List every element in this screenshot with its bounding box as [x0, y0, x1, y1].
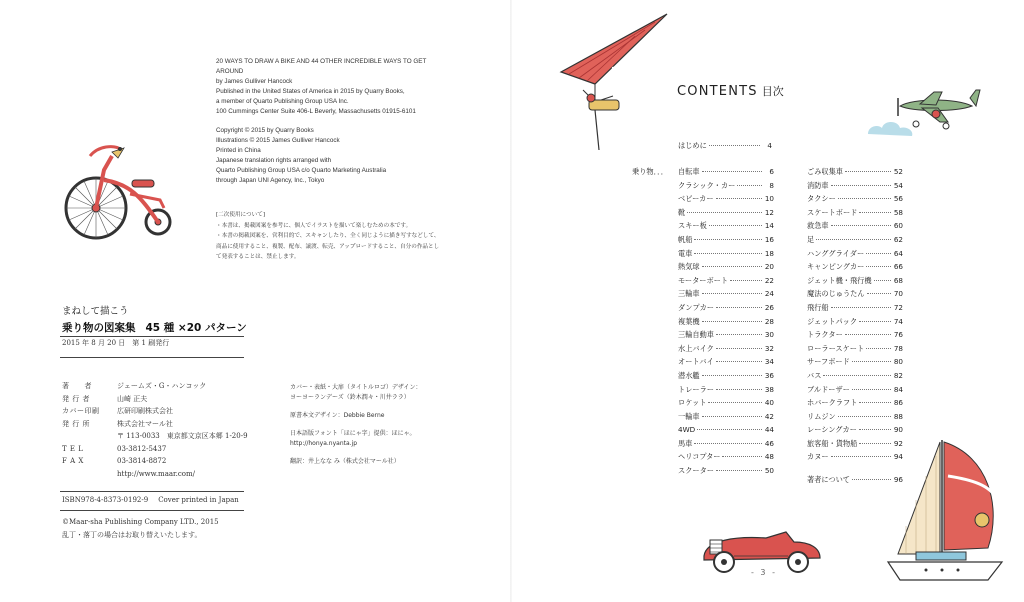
toc-leader [687, 212, 762, 213]
toc-leader [702, 171, 762, 172]
toc-entry[interactable] [678, 303, 774, 317]
toc-label: モーターボート [678, 275, 729, 285]
copyright-credits [216, 57, 461, 186]
toc-entry[interactable] [678, 344, 774, 358]
toc-leader [702, 416, 762, 417]
toc-entry[interactable] [807, 398, 903, 412]
toc-label: 4WD [678, 425, 696, 435]
page-number: - 3 - [751, 568, 777, 577]
toc-label: 三輪自動車 [678, 330, 714, 340]
credits-line: Published in the United States of America in 2015 by Quarry Books, [216, 88, 405, 95]
toc-label: 馬車 [678, 438, 693, 448]
credits-line: Japanese translation rights arranged with [216, 157, 332, 164]
toc-page: 38 [764, 384, 774, 394]
colophon-row [62, 468, 262, 481]
toc-leader [831, 307, 891, 308]
credits-line: AROUND [216, 68, 244, 75]
colophon-key [62, 468, 117, 481]
credits-line: through Japan UNI Agency, Inc., Tokyo [216, 177, 325, 184]
toc-prefix: 乗り物．．． [632, 167, 668, 176]
toc-page: 22 [764, 275, 774, 285]
isbn-line [62, 496, 239, 504]
toc-page: 44 [764, 425, 774, 435]
credits-line: by James Gulliver Hancock [216, 78, 293, 85]
race-car-illustration [696, 520, 826, 575]
colophon-value: 03-3814-8872 [117, 457, 167, 465]
credits-line: Printed in China [216, 147, 261, 154]
sailboat-illustration [878, 436, 1008, 586]
colophon-key: 著 者 [62, 382, 92, 390]
toc-leader [831, 225, 891, 226]
toc-label: タクシー [807, 194, 836, 204]
contents-title [677, 83, 784, 99]
toc-label: 靴 [678, 207, 686, 217]
toc-entry[interactable] [678, 385, 774, 399]
toc-page: 58 [893, 207, 903, 217]
toc-label: 自転車 [678, 167, 700, 176]
toc-page: 24 [764, 289, 774, 299]
toc-label: 三輪車 [678, 289, 700, 299]
toc-label: ジェット機・飛行機 [807, 275, 872, 285]
toc-label: 旅客船・貨物船 [807, 438, 858, 448]
toc-label: スクーター [678, 466, 714, 476]
toc-page: 92 [893, 438, 903, 448]
toc-page: 6 [769, 167, 774, 176]
credits-line: 20 WAYS TO DRAW A BIKE AND 44 OTHER INCREDIBLE WAYS TO GET [216, 58, 427, 65]
toc-page: 12 [764, 207, 774, 217]
toc-label: 救急車 [807, 221, 829, 231]
isbn-rule-top [60, 491, 244, 492]
toc-page: 86 [893, 398, 903, 408]
colophon-key: F A X [62, 457, 84, 465]
contents-title-jp: 目次 [761, 85, 784, 98]
toc-label: レーシングカー [807, 425, 857, 435]
colophon-row [62, 455, 262, 468]
tricycle-illustration [60, 136, 190, 246]
toc-entry[interactable] [807, 289, 903, 303]
note-line: て発表することは、禁止します。 [216, 254, 300, 260]
toc-leader [866, 266, 891, 267]
colophon-value: 株式会社マール社 [117, 419, 173, 428]
toc-page: 52 [893, 167, 903, 176]
toc-leader [702, 293, 762, 294]
toc-page: 10 [764, 194, 774, 204]
note-line: [二次使用について] [216, 212, 266, 218]
toc-leader [823, 375, 891, 376]
toc-page: 16 [764, 234, 774, 244]
toc-entry[interactable] [807, 371, 903, 385]
toc-page: 96 [893, 475, 903, 484]
staff-line: 翻訳：井上なな み（株式会社マール社） [290, 458, 400, 465]
toc-leader [866, 348, 891, 349]
staff-line: ヨーヨーランデーズ（鈴木潤々・川井ララ） [290, 394, 410, 401]
toc-entry[interactable] [807, 412, 903, 426]
toc-label: オートバイ [678, 357, 714, 367]
date-rule [60, 357, 244, 358]
toc-label: トレーラー [678, 384, 714, 394]
colophon-key [62, 430, 117, 443]
toc-leader [716, 361, 762, 362]
colophon-key: 発 行 者 [62, 394, 90, 403]
toc-leader [816, 239, 891, 240]
toc-leader [709, 145, 760, 146]
toc-leader [716, 470, 762, 471]
toc-entry[interactable] [678, 330, 774, 344]
toc-page: 74 [893, 316, 903, 326]
toc-label: スケートボード [807, 207, 858, 217]
toc-page: 90 [893, 425, 903, 435]
book-title-main: 乗り物の図案集 [62, 322, 136, 334]
toc-leader [716, 348, 762, 349]
toc-entry-intro[interactable] [678, 141, 772, 155]
toc-entry[interactable] [678, 181, 774, 195]
toc-leader [702, 375, 762, 376]
toc-label: サーフボード [807, 357, 850, 367]
colophon-value: 03-3812-5437 [117, 444, 167, 453]
toc-leader [709, 225, 762, 226]
colophon-row [62, 393, 262, 406]
staff-credits [290, 383, 500, 467]
toc-page: 62 [893, 234, 903, 244]
toc-entry[interactable] [807, 385, 903, 399]
toc-page: 36 [764, 370, 774, 380]
toc-entry[interactable] [807, 357, 903, 371]
toc-entry[interactable] [678, 249, 774, 263]
toc-leader [845, 334, 891, 335]
toc-label: ホバークラフト [807, 398, 858, 408]
book-title-line1: まねして描こう [62, 306, 129, 317]
toc-leader [845, 171, 891, 172]
toc-page: 60 [893, 221, 903, 231]
toc-label: 飛行船 [807, 302, 829, 312]
toc-entry[interactable] [807, 262, 903, 276]
toc-leader [702, 321, 762, 322]
colophon-key: カバー印刷 [62, 407, 100, 415]
toc-leader [697, 429, 762, 430]
toc-page: 56 [893, 194, 903, 204]
toc-label: 潜水艦 [678, 370, 700, 380]
colophon-row [62, 418, 262, 431]
toc-page: 32 [764, 343, 774, 353]
toc-leader [866, 253, 891, 254]
toc-leader [859, 212, 891, 213]
printed-in: Cover printed in Japan [158, 496, 239, 504]
credits-line: Quarto Publishing Group USA c/o Quarto Marketing Australia [216, 167, 387, 174]
toc-page: 72 [893, 302, 903, 312]
toc-page: 46 [764, 438, 774, 448]
publisher-copyright [62, 516, 219, 542]
toc-label: リムジン [807, 411, 836, 421]
toc-label: 魔法のじゅうたん [807, 289, 865, 299]
toc-entry[interactable] [807, 235, 903, 249]
toc-label: ジェットパック [807, 316, 858, 326]
toc-page: 54 [893, 180, 903, 190]
toc-page: 66 [893, 262, 903, 272]
colophon-value: ジェームズ・G・ハンコック [117, 382, 207, 390]
staff-line: http://honya.nyanta.jp [290, 440, 358, 447]
toc-entry[interactable] [678, 412, 774, 426]
toc-label: 一輪車 [678, 411, 700, 421]
colophon-row [62, 405, 262, 418]
toc-entry[interactable] [678, 194, 774, 208]
toc-page: 84 [893, 384, 903, 394]
secondary-use-notes [216, 210, 466, 263]
toc-entry[interactable] [678, 317, 774, 331]
toc-page: 42 [764, 411, 774, 421]
toc-page: 82 [893, 370, 903, 380]
toc-entry[interactable] [678, 289, 774, 303]
colophon-key: T E L [62, 444, 84, 453]
toc-label: カヌー [807, 452, 829, 462]
book-title-line2 [62, 320, 257, 336]
toc-page: 48 [764, 452, 774, 462]
note-line: ・本書の掲載図案を、営利目的で、スキャンしたり、全く同じように描き写すなどして、 [216, 233, 440, 239]
toc-leader [694, 253, 762, 254]
toc-entry[interactable] [678, 371, 774, 385]
toc-page: 70 [893, 289, 903, 299]
toc-page: 4 [767, 141, 772, 150]
toc-leader [716, 389, 762, 390]
toc-label: クラシック・カー [678, 180, 736, 190]
toc-entry[interactable] [807, 194, 903, 208]
toc-entry[interactable] [678, 398, 774, 412]
colophon-row [62, 443, 262, 456]
toc-entry[interactable] [807, 208, 903, 222]
colophon-value: http://www.maar.com/ [117, 469, 195, 478]
toc-leader [702, 266, 762, 267]
toc-entry[interactable] [678, 439, 774, 453]
toc-entry[interactable] [807, 344, 903, 358]
toc-entry[interactable] [807, 276, 903, 290]
toc-leader [716, 334, 762, 335]
toc-entry[interactable] [678, 276, 774, 290]
toc-label: ヘリコプター [678, 452, 721, 462]
toc-label: ローラースケート [807, 343, 865, 353]
toc-label: 熱気球 [678, 262, 700, 272]
toc-label: 水上バイク [678, 343, 714, 353]
staff-line: 日本語版フォント「ほにゃ字」提供：ほにゃ。 [290, 430, 416, 437]
toc-label: はじめに [678, 141, 707, 150]
colophon-value: 〒 113-0033 東京都文京区本郷 1-20-9 [117, 432, 248, 440]
staff-line: 原書本文デザイン：Debbie Berne [290, 412, 385, 419]
note-line: ・本書は、掲載図案を参考に、個人でイラストを描いて楽しむための本です。 [216, 222, 412, 229]
toc-entry[interactable] [807, 249, 903, 263]
colophon-key: 発 行 所 [62, 419, 90, 428]
toc-leader [874, 280, 891, 281]
toc-entry[interactable] [807, 303, 903, 317]
toc-page: 88 [893, 411, 903, 421]
book-title [62, 304, 257, 336]
toc-leader [838, 198, 891, 199]
toc-label: ベビーカー [678, 194, 714, 204]
toc-leader [708, 402, 762, 403]
toc-entry[interactable] [807, 167, 903, 181]
toc-label: 電車 [678, 248, 693, 258]
toc-label: 複葉機 [678, 316, 700, 326]
toc-label: トラクター [807, 330, 843, 340]
toc-column-1 [678, 167, 774, 480]
toc-page: 26 [764, 302, 774, 312]
credits-line: 100 Cummings Center Suite 406-L Beverly, Massachusetts 01915-6101 [216, 108, 416, 115]
toc-entry[interactable] [678, 262, 774, 276]
credits-line: Illustrations © 2015 James Gulliver Hancock [216, 137, 340, 144]
toc-page: 8 [769, 180, 774, 190]
toc-entry[interactable] [678, 357, 774, 371]
toc-entry[interactable] [807, 330, 903, 344]
toc-page: 80 [893, 357, 903, 367]
toc-page: 34 [764, 357, 774, 367]
toc-label: スキー板 [678, 221, 707, 231]
toc-page: 40 [764, 398, 774, 408]
toc-page: 64 [893, 248, 903, 258]
toc-leader [716, 307, 762, 308]
colophon-value: 広研印刷株式会社 [117, 407, 173, 415]
toc-leader [859, 321, 891, 322]
credits-line: Copyright © 2015 by Quarry Books [216, 127, 314, 134]
book-title-sub: 45 種 ×20 パターン [145, 322, 247, 334]
toc-entry[interactable] [678, 425, 774, 439]
toc-label: ダンプカー [678, 302, 714, 312]
toc-page: 18 [764, 248, 774, 258]
toc-leader [852, 361, 891, 362]
toc-page: 20 [764, 262, 774, 272]
note-line: 商品に使用すること、複製、配布、譲渡、転売、アップロードすること、自分の作品とし [216, 243, 440, 250]
isbn-rule-bottom [60, 510, 244, 511]
toc-entry[interactable] [678, 235, 774, 249]
toc-leader [694, 239, 762, 240]
toc-label: ごみ収集車 [807, 167, 843, 176]
toc-entry[interactable] [807, 181, 903, 195]
contents-title-en: CONTENTS [677, 84, 758, 99]
title-rule [60, 336, 244, 337]
staff-line: カバー・表紙・大扉（タイトルロゴ）デザイン： [290, 384, 422, 391]
toc-label: ハンググライダー [807, 248, 865, 258]
toc-page: 76 [893, 330, 903, 340]
toc-label: 帆船 [678, 234, 693, 244]
colophon [62, 380, 262, 480]
toc-entry[interactable] [807, 221, 903, 235]
toc-leader [852, 389, 891, 390]
toc-entry[interactable] [678, 208, 774, 222]
toc-label: 消防車 [807, 180, 829, 190]
toc-page: 14 [764, 221, 774, 231]
toc-page: 68 [893, 275, 903, 285]
toc-entry[interactable] [678, 167, 774, 181]
toc-entry[interactable] [678, 452, 774, 466]
toc-column-2 [807, 167, 903, 466]
toc-page: 94 [893, 452, 903, 462]
colophon-row [62, 380, 262, 393]
toc-leader [859, 402, 891, 403]
credits-line: a member of Quarto Publishing Group USA Inc. [216, 98, 349, 105]
toc-page: 28 [764, 316, 774, 326]
toc-entry[interactable] [678, 221, 774, 235]
isbn: ISBN978-4-8373-0192-9 [62, 496, 149, 504]
toc-label: ロケット [678, 398, 707, 408]
toc-label: キャンピングカー [807, 262, 865, 272]
toc-leader [737, 185, 762, 186]
toc-leader [838, 416, 891, 417]
toc-leader [722, 456, 762, 457]
toc-label: 足 [807, 234, 815, 244]
toc-page: 78 [893, 343, 903, 353]
toc-entry[interactable] [678, 466, 774, 480]
toc-label: バス [807, 370, 822, 380]
toc-page: 30 [764, 330, 774, 340]
toc-leader [716, 198, 762, 199]
airplane-illustration [864, 88, 984, 143]
toc-leader [694, 443, 762, 444]
toc-leader [831, 185, 891, 186]
hang-glider-illustration [555, 10, 675, 160]
colophon-value: 山崎 正夫 [117, 394, 148, 403]
toc-label: 著者について [807, 475, 850, 484]
toc-entry[interactable] [807, 317, 903, 331]
toc-label: ブルドーザー [807, 384, 850, 394]
toc-page: 50 [764, 466, 774, 476]
publication-date: 2015 年 8 月 20 日 第 1 刷発行 [62, 339, 170, 347]
toc-leader [867, 293, 891, 294]
colophon-row [62, 430, 262, 443]
copyright-line: ©Maar-sha Publishing Company LTD., 2015 [62, 518, 219, 526]
toc-leader [730, 280, 762, 281]
toc-leader [859, 429, 891, 430]
copyright-line: 乱丁・落丁の場合はお取り替えいたします。 [62, 531, 202, 539]
